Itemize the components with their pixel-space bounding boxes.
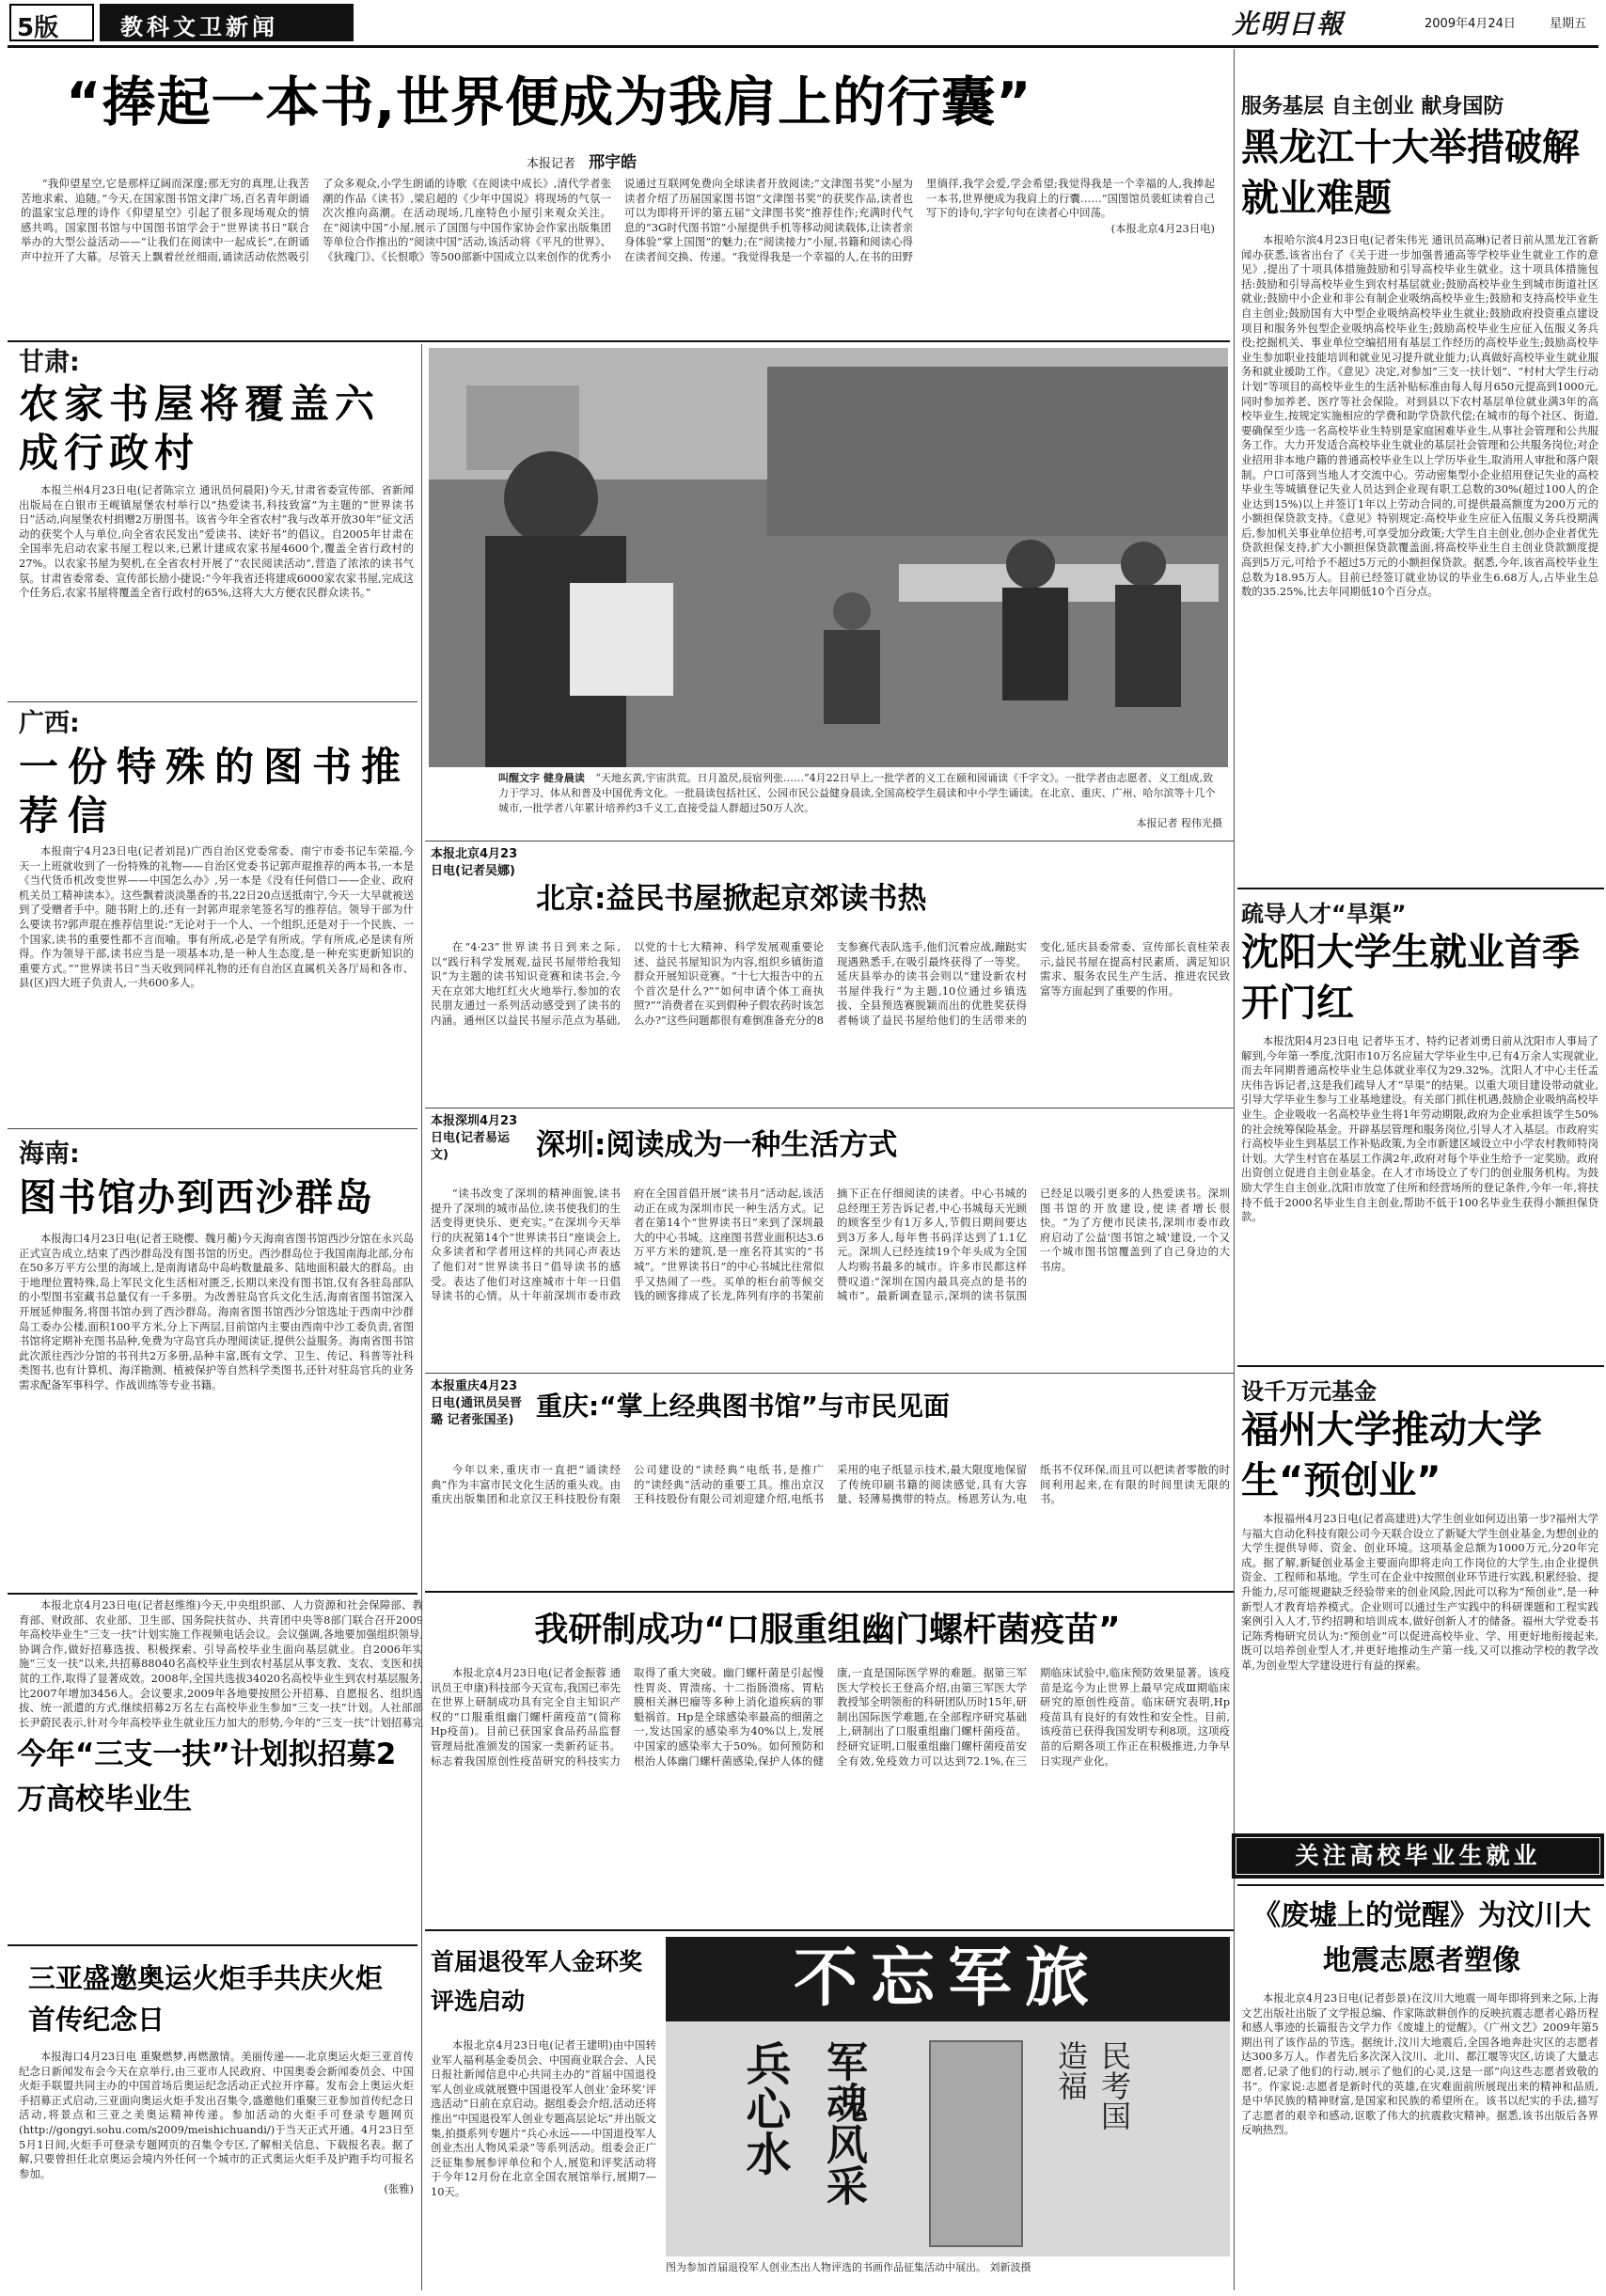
vaccine-headline: 我研制成功“口服重组幽门螺杆菌疫苗”: [534, 1611, 1121, 1649]
shenzhen-body: [431, 1187, 1230, 1365]
shenzhen-rule: [425, 1373, 1234, 1374]
veteran-body-text: 本报北京4月23日电(记者王建明)由中国转业军人福利基金委员会、中国商业联合会、人民日报社新闻信息中心共同主办的“首届中国退役军人创业成就展暨中国退役军人创业‘金环奖’评选活动”日前在京启动。据组委会介绍,活动还将推出“中国退役军人创业专题高层论坛”并出版文集,拍摄系列专题片“兵心永远——中国退役军人创业杰出人物风采录”等系列活动。组委会正广泛征集参展参评单位和个人,展览和评奖活动将于今年12月份在北京全国农展馆举行,展期7—10天。: [431, 2038, 656, 2198]
hainan-kicker: 海南:: [19, 1140, 80, 1169]
hainan-rule: [8, 1593, 417, 1595]
paper-name: 光明日報: [1232, 8, 1346, 39]
shenyang-headline: 沈阳大学生就业首季开门红: [1241, 931, 1580, 1025]
guangxi-headline: 一份特殊的图书推荐信: [19, 744, 411, 839]
fuzhou-kicker: 设千万元基金: [1241, 1378, 1377, 1403]
chongqing-body-text: 今年以来,重庆市一直把“诵读经典”作为丰富市民文化生活的重头戏。由重庆出版集团和北京汉王科技股份有限公司建设的“读经典”电纸书,是推广的“读经典”活动的重要工具。推出京汉王科技股份有限公司刘迎建介绍,电纸书采用的电子纸显示技术,最大限度地保留了传统印刷书籍的阅读感觉,具有大容量、轻薄易携带的特点。杨恩芳认为,电纸书不仅环保,而且可以把读者零散的时间利用起来,在有限的时间里读无限的书。: [431, 1463, 1230, 1506]
shenyang-rule: [1237, 1365, 1604, 1367]
sanzhiyifu-headline: 今年“三支一扶”计划拟招募2万高校毕业生: [17, 1738, 397, 1816]
vaccine-rule: [425, 1929, 1234, 1931]
main-photo-credit: 本报记者 程伟光摄: [1136, 817, 1222, 829]
gansu-headline: 农家书屋将覆盖六成行政村: [19, 381, 381, 476]
main-photo-caption-title: 叫醒文字 健身晨读: [498, 772, 585, 784]
hainan-headline: 图书馆办到西沙群岛: [19, 1176, 374, 1219]
masthead-rule: [8, 45, 1598, 48]
shenyang-body: [1241, 1034, 1598, 1360]
veteran-calligraphy-left2: 军魂风采: [819, 2040, 867, 2206]
right-col-divider: [1234, 49, 1235, 2290]
lead-bottom-rule: [8, 340, 1230, 342]
guangxi-body: [19, 844, 414, 1123]
beijing-body: [431, 940, 1230, 1100]
veteran-photo-banner: 不忘军旅: [666, 1937, 1230, 2021]
chongqing-rule: [425, 1591, 1234, 1593]
gansu-body: [19, 483, 414, 696]
lead-body-text: “我仰望星空,它是那样辽阔而深邃;那无穷的真理,让我苦苦地求索、追随。”今天,在国家图书馆文津广场,百名青年朗诵的温家宝总理的诗作《仰望星空》引起了很多现场观众的情感共鸣。国家图书馆与中国图书馆学会于“世界读书日”联合举办的大型公益活动——“让我们在阅读中一起成长”,在朗诵声中拉开了大幕。尽管天上飘着丝丝细雨,诵读活动依然吸引了众多观众,小学生朗诵的诗歌《在阅读中成长》,清代学者张潮的作品《读书》,梁启超的《少年中国说》将现场的气氛一次次推向高潮。在活动现场,几座特色小屋引来观众关注。在“阅读中国”小屋,展示了国图与中国作家协会作家出版集团等单位合作推出的“阅读中国”活动,该活动将《平凡的世界》、《狄瑰门》、《长恨歌》等500部新中国成立以来创作的优秀小说通过互联网免费向全球读者开放阅读;“文津图书奖”小屋为读者介绍了历届国家图书馆“文津图书奖”的获奖作品,读者也可以为即将开评的第五届“文津图书奖”推荐佳作;充满时代气息的“3G时代图书馆”小屋提供手机等移动阅读载体,让读者亲身体验“掌上国图”的魅力;在“阅读接力”小屋,书籍和阅读心得在读者间交换、传递。“我觉得我是一个幸福的人,在书的田野里徜徉,我学会爱,学会希望;我觉得我是一个幸福的人,我捧起一本书,世界便成为我肩上的行囊……”国图馆员裴虹读着自己写下的诗句,字字句句在读者心中回荡。: [21, 177, 1215, 263]
heilongjiang-kicker: 服务基层 自主创业 献身国防: [1241, 95, 1504, 118]
shenzhen-body-text: “读书改变了深圳的精神面貌,读书提升了深圳的城市品位,读书使我们的生活变得更快乐、更充实。”在深圳今天举行的庆祝第14个“世界读书日”座谈会上,众多读者和学者用这样的共同心声表达了他们对“世界读书日”倡导读书的感受。表达了他们对这座城市十年一日倡导读书的心情。从十年前深圳市委市政府在全国首倡开展“读书月”活动起,该活动正在成为深圳市民一种生活方式。记者在第14个“世界读书日”来到了深圳最大的中心书城。这座图书营业面积达3.6万平方米的建筑,是一座名符其实的“书城”。“世界读书日”的中心书城比往常似乎又热闹了一些。买单的柜台前等候交钱的顾客排成了长龙,阵列有序的书架前摘下正在仔细阅读的读者。中心书城的总经理王芳告诉记者,中心书城每天光顾的顾客至少有1万多人,节假日期间要达到3万多人,每年售书码洋达到了1.1亿元。深圳人已经连续19个年头成为全国人均购书最多的城市。许多市民都这样赞叹道:“深圳在国内最具亮点的是书的城市”。最新调查显示,深圳的读书氛围已经足以吸引更多的人热爱读书。深圳图书馆的开放建设,使读者增长很快。“为了方便市民读书,深圳市委市政府启动了公益'图书馆之城'建设,一个又一个城市图书馆覆盖到了自己身边的大书房。: [431, 1187, 1230, 1303]
beijing-body-text: 在“4·23”世界读书日到来之际,以“践行科学发展观,益民书屋带给我知识”为主题的读书知识竞赛和读书会,今天在京郊大地红红火火地举行,参加的农民朋友通过一系列活动感受到了读书的内涵。通州区以益民书屋示范点为基础,以党的十七大精神、科学发展观重要论述、益民书屋知识为内容,组织乡镇街道群众开展知识竞赛。“十七大报告中的五个首次是什么?”“如何申请个体工商执照?”“消费者在买到假种子假农药时该怎么办?”这些问题都很有难倒准备充分的8支参赛代表队选手,他们沉着应战,蹦跶实现遇熟悉手,在吸引最终获得了一等奖。延庆县举办的读书会则以“建设新农村 书屋伴我行”为主题,10位通过乡镇选拔、全县预选赛脱颖而出的优胜奖获得者畅谈了益民书屋给他们的生活带来的变化,延庆县委常委、宣传部长袁桂荣表示,益民书屋在提高村民素质、满足知识需求、服务农民生产生活、推进农民致富等方面起到了重要的作用。: [431, 940, 1230, 1027]
veteran-calligraphy-right: 民考国 造福: [1053, 2040, 1132, 2131]
issue-weekday: 星期五: [1550, 17, 1587, 31]
gansu-rule: [8, 701, 417, 702]
guangxi-kicker: 广西:: [19, 709, 80, 738]
section-tag: [100, 4, 354, 41]
jobs-banner-label: 关注高校毕业生就业: [1236, 1837, 1600, 1875]
lead-dateline: (本报北京4月23日电): [1110, 221, 1215, 235]
shenyang-body-text: 本报沈阳4月23日电 记者毕玉才、特约记者刘勇日前从沈阳市人事局了解到,今年第一季度,沈阳市10万名应届大学毕业生中,已有4万余人实现就业,而去年同期普通高校毕业生总体就业率仅为29.32%。沈阳人才中心主任孟庆伟告诉记者,这是我们疏导人才“旱渠”的结果。以重大项目建设带动就业,引导大学毕业生参与工业基地建设。有关部门抓住机遇,鼓励企业吸纳高校毕业生。企业吸收一名高校毕业生将1年劳动期限,政府为企业承担该学生50%的社会统筹保险基金。开辟基层管理和服务岗位,引导人才入基层。市政府实行高校毕业生到基层工作补贴政策,为全市新建区域设立中小学农村教师特岗计划。大学生村官在基层工作满2年,政府对每个毕业生给予一定奖励。政府出资创立促进自主创业基金。在人才市场设立了专门的创业服务机构。为鼓励大学生自主创业,沈阳市放宽了住所和经营场所的登记条件,今年一年,将扶持不低于2000名毕业生自主创业,帮助不低于100名毕业生获得小额担保贷款。: [1241, 1034, 1598, 1224]
lead-byline-prefix: 本报记者: [527, 157, 576, 171]
chongqing-dateline: 本报重庆4月23日电(通讯员吴晋璐 记者张国圣): [431, 1379, 522, 1427]
shenzhen-headline: 深圳:阅读成为一种生活方式: [536, 1128, 898, 1162]
gansu-body-text: 本报兰州4月23日电(记者陈宗立 通讯员何晨阳)今天,甘肃省委宣传部、省新闻出版局在白银市王岘镇屋堡农村举行以“热爱读书,科技致富”为主题的“世界读书日”活动,向屋堡农村捐赠2万册图书。该省今年全省农村“我与改革开放30年”征文活动的获奖个人与单位,向全省农民发出“爱读书、读好书”的倡议。自2005年甘肃在全国率先启动农家书屋工程以来,已累计建成农家书屋4600个,覆盖全省行政村的27%。以农家书屋为契机,在全省农村开展了“农民阅读活动”,营造了浓浓的读书气氛。甘肃省委常委、宣传部长励小捷说:“今年我省还将建成6000家农家书屋,完成这个任务后,农家书屋将覆盖全省行政村的65%,这将大大方便农民群众读书。”: [19, 483, 414, 600]
hainan-body-text: 本报海口4月23日电(记者王晓樱、魏月蘅)今天海南省图书馆西沙分馆在永兴岛正式宣告成立,结束了西沙群岛没有图书馆的历史。西沙群岛位于我国南海北部,分布在50多万平方公里的海域上,是南海诸岛中岛屿数量最多、陆地面积最大的群岛。由于地理位置特殊,岛上军民文化生活相对匮乏,长期以来没有图书馆,仅有各驻岛部队的小型图书室藏书总量仅有一千多册。为改善驻岛官兵文化生活,海南省图书馆深入开展延伸服务,将图书馆办到了西沙群岛。海南省图书馆西沙分馆选址于西南中沙群岛工委办公楼,面积100平方米,分上下两层,目前馆内主要由西南中沙工委负责,省图书馆将定期补充图书品种,免费为守岛官兵办理阅读证,提供公益服务。海南省图书馆此次派往西沙分馆的书刊共2万多册,品种丰富,既有文学、卫生、传记、科普等社科类图书,也有计算机、海洋勘测、植被保护等自然科学类图书,还针对驻岛官兵的业务需求配备军事科学、作战训练等专业书籍。: [19, 1232, 414, 1392]
ruins-headline: 《废墟上的觉醒》为汶川大地震志愿者塑像: [1252, 1899, 1591, 1977]
page-number-box: [9, 4, 94, 41]
beijing-rule: [425, 1108, 1234, 1109]
veteran-calligraphy-left: 兵心水: [738, 2040, 791, 2176]
heilongjiang-body-text: 本报哈尔滨4月23日电(记者朱伟光 通讯员高琳)记者日前从黑龙江省新闻办获悉,该省出台了《关于进一步加强普通高等学校毕业生就业工作的意见》,提出了十项具体措施鼓励和引导高校毕业生就业。这十项具体措施包括:鼓励和引导高校毕业生到农村基层就业;鼓励高校毕业生到城市街道社区就业;鼓励中小企业和非公有制企业吸纳高校毕业生;鼓励和支持高校毕业生自主创业;鼓励国有大中型企业吸纳高校毕业生就业;鼓励政府投资重点建设项目和服务外包型企业吸纳高校毕业生;鼓励高校毕业生应征入伍服义务兵役;挖掘机关、事业单位空编招用有基层工作经历的高校毕业生;鼓励高校毕业生参加职业技能培训和就业见习提升就业能力;认真做好高校毕业生就业服务和就业援助工作。《意见》决定,对参加“三支一扶计划”、“村村大学生行动计划”等项目的高校毕业生的生活补贴标准由每人每月650元提高到1000元,同时参加养老、医疗等社会保险。对到县以下农村基层单位就业满3年的高校毕业生,按规定实施相应的学费和助学贷款代偿;在城市的每个社区、街道,要确保至少选一名高校毕业生特别是家庭困难毕业生,从事社会管理和公共服务工作。大力开发适合高校毕业生就业的基层社会管理和公共服务岗位;对企业招用非本地户籍的普通高校毕业生以上学历毕业生,取消用人审批和落户限制。户口可落到当地人才交流中心。劳动密集型小企业招用登记失业的高校毕业生等城镇登记失业人员达到企业现有职工总数的30%(超过100人的企业达到15%)以上并签订1年以上劳动合同的,可提供最高额度为200万元的小额担保贷款支持。《意见》特别规定:高校毕业生应征入伍服义务兵役期满后,参加机关事业单位招考,可享受加分政策;大学生自主创业,创办企业者优先贷款担保支持,扩大小额担保贷款覆盖面,将高校毕业生自主创业贷款额度提高到5万元,可给予不超过5万元的小额担保贷款。据悉,今年,该省高校毕业生总数为18.95万人。目前已经签订就业协议的毕业生6.68万人,占毕业生总数的35.25%,比去年同期低10个百分点。: [1241, 233, 1598, 599]
torch-body-text: 本报海口4月23日电 重聚燃梦,再燃激情。美丽传递——北京奥运火炬三亚首传纪念日新闻发布会今天在京举行,由三亚市人民政府、中国奥委会新闻委员会、中国火炬手联盟共同主办的中国首场后奥运纪念活动正式拉开序幕。发布会上奥运火炬手招募正式启动,三亚面向奥运火炬手发出召集令,盛邀他们重聚三亚参加首传纪念日活动,将景点和三亚之美奥运精神传递。参加活动的火炬手可登录专题网页(http://gongyi.sohu.com/s2009/meishichuandi/)于当天正式开通。4月23日至5月1日间,火炬手可登录专题网页的召集令专区,了解相关信息、下载报名表。据了解,只要曾担任北京奥运会境内外任何一个城市的正式奥运火炬手及护跑手均可报名参加。: [19, 2050, 414, 2180]
main-photo-caption-text: “天地玄黄,宇宙洪荒。日月盈昃,辰宿列张……”4月22日早上,一批学者的义工在颐和园诵读《千字文》。一批学者由志愿者、义工组成,致力于学习、体从和普及中国优秀文化。一批晨读包括社区、公园市民公益健身晨读,全国高校学生晨读和中小学生诵读。在北京、重庆、广州、哈尔滨等十几个城市,一批学者八年累计培养约3千义工,直接受益人群超过50万人次。: [498, 772, 1216, 814]
fuzhou-headline: 福州大学推动大学生“预创业”: [1241, 1408, 1542, 1502]
fuzhou-body: [1241, 1512, 1598, 1828]
lead-byline: [527, 149, 846, 171]
chongqing-headline: 重庆:“掌上经典图书馆”与市民见面: [536, 1391, 951, 1422]
veteran-headline: 首届退役军人金环奖评选启动: [431, 1948, 643, 2015]
jobs-banner: [1232, 1833, 1604, 1879]
page-number: 5版: [17, 14, 59, 41]
beijing-headline: 北京:益民书屋掀起京郊读书热: [536, 882, 927, 916]
main-photo: [429, 348, 1228, 767]
lead-body: [21, 177, 1215, 335]
lead-headline: “捧起一本书,世界便成为我肩上的行囊”: [66, 71, 1032, 134]
veteran-photo-caption: 图为参加首届退役军人创业杰出人物评选的书画作品征集活动中展出。 刘新波摄: [666, 2261, 1031, 2273]
heilongjiang-rule: [1237, 888, 1604, 889]
lead-byline-name: 邢宇皓: [589, 153, 638, 171]
main-photo-illustration: [429, 348, 1228, 767]
guangxi-body-text: 本报南宁4月23日电(记者刘昆)广西自治区党委常委、南宁市委书记车荣福,今天一上班就收到了一份特殊的礼物——自治区党委书记郭声琨推荐的两本书,一本是《当代货币机改变世界——中国怎么办》,另一本是《没有任何借口——企业、政府机关员工精神读本》。这些飘着淡淡墨香的书,22日20点送抵南宁,今天一大早就被送到了受赠者手中。随书附上的,还有一封郭声琨亲笔签名写的推荐信。领导干部为什么要读书?郭声琨在推荐信里说:“无论对于一个人、一个组织,还是对于一个民族、一个国家,读书的重要性都不言而喻。事有所成,必是学有所成。学有所成,必是读有所得。作为领导干部,读书应当是一项基本功,是一种人生态度,是一种充实更新知识的重要方式。”“世界读书日”当天收到同样礼物的还有自治区直属机关各厅局和各市、县(区)四大班子负责人,一共600多人。: [19, 844, 414, 990]
veteran-photo: [666, 1937, 1230, 2257]
vaccine-body: [431, 1666, 1230, 1920]
sanzhiyifu-body-text: 本报北京4月23日电(记者赵维维)今天,中央组织部、人力资源和社会保障部、教育部、财政部、农业部、卫生部、国务院扶贫办、共青团中央等8部门联合召开2009年高校毕业生“三支一扶”计划实施工作视频电话会议。会议强调,各地要加强组织领导,协调合作,做好招募选拔、积极探索、引导高校毕业生面向基层就业。自2006年实施“三支一扶”以来,共招募88040名高校毕业生到农村基层从事支教、支农、支医和扶贫的工作,取得了显著成效。2008年,全国共选拔34020名高校毕业生到农村基层服务,比2007年增加3456人。会议要求,2009年各地要按照公开招募、自愿报名、组织选拔、统一派遣的方式,继续招募2万名左右高校毕业生参加“三支一扶”计划。人社部部长尹蔚民表示,针对今年高校毕业生就业压力加大的形势,今年的“三支一扶”计划招募完: [19, 1598, 423, 1728]
issue-date: 2009年4月24日: [1425, 17, 1516, 31]
torch-headline: 三亚盛邀奥运火炬手共庆火炬首传纪念日: [28, 1962, 384, 2036]
main-photo-caption: [498, 771, 1222, 837]
vaccine-body-text: 本报北京4月23日电(记者金振蓉 通讯员王申康)科技部今天宣布,我国已率先在世界上研制成功具有完全自主知识产权的“口服重组幽门螺杆菌疫苗”(简称Hp疫苗)。目前已获国家食品药品监督管理局批准颁发的国家一类新药证书。标志着我国原创性疫苗研究的科技实力取得了重大突破。幽门螺杆菌是引起慢性胃炎、胃溃疡、十二指肠溃疡、胃粘膜相关淋巴瘤等多种上消化道疾病的罪魁祸首。Hp是全球感染率最高的细菌之一,发达国家的感染率为40%以上,发展中国家的感染率大于50%。如何预防和根治人体幽门螺杆菌感染,保护人体的健康,一直是国际医学界的难题。据第三军医大学校长王登高介绍,由第三军医大学教授邹全明领衔的科研团队历时15年,研制出国际医学难题,在全部程序研究基础上,研制出了口服重组幽门螺杆菌疫苗。经研究证明,口服重组幽门螺杆菌疫苗安全有效,免疫效力可以达到72.1%,在三期临床试验中,临床预防效果显著。该疫苗是迄今为止世界上最早完成Ⅲ期临床研究的原创性疫苗。临床研究表明,Hp疫苗具有良好的有效性和安全性。目前,该疫苗已获得我国发明专利8项。这项疫苗的后期各项工作正在积极推进,力争早日实现产业化。: [431, 1666, 1230, 1768]
heilongjiang-headline: 黑龙江十大举措破解就业难题: [1241, 126, 1580, 220]
fuzhou-rule: [1237, 1884, 1604, 1886]
sanzhiyifu-body-top: [19, 1598, 423, 1728]
veteran-body: [431, 2038, 656, 2288]
ruins-body: [1241, 1991, 1598, 2288]
left-col-divider: [421, 344, 422, 2290]
section-name: 教科文卫新闻: [120, 14, 278, 40]
shenyang-kicker: 疏导人才“旱渠”: [1241, 901, 1407, 925]
hainan-body: [19, 1232, 414, 1585]
torch-body: [19, 2050, 414, 2285]
chongqing-body: [431, 1463, 1230, 1581]
guangxi-rule: [8, 1128, 417, 1129]
shenzhen-dateline: 本报深圳4月23日电(记者易运文): [431, 1114, 518, 1162]
beijing-dateline: 本报北京4月23日电(记者吴娜): [431, 847, 518, 878]
ruins-body-text: 本报北京4月23日电(记者彭景)在汶川大地震一周年即将到来之际,上海文艺出版社出版了文学报总编、作家陈歆耕创作的反映抗震志愿者心路历程和感人事迹的长篇报告文学力作《废墟上的觉醒》。《广州文艺》2009年第5期出刊了该作品的节选。据统计,汶川大地震后,全国各地奔赴灾区的志愿者达300多万人。作者先后多次深入汶川、北川、都江堰等灾区,访谈了大量志愿者,记录了他们的行动,展示了他们的心灵,这是一部“向这些志愿者致敬的书”。作家说:志愿者是新时代的英雄,在灾难面前所展现出来的精神和品质,是中华民族的精神财富,是国家和民族的希望所在。该书以纪实的手法,描写了志愿者的艰辛和感动,讴歌了伟大的抗震救灾精神。据悉,该书出版后各界反响热烈。: [1241, 1991, 1598, 2137]
gansu-kicker: 甘肃:: [19, 348, 80, 377]
heilongjiang-body: [1241, 233, 1598, 880]
fuzhou-body-text: 本报福州4月23日电(记者高建进)大学生创业如何迈出第一步?福州大学与福大自动化科技有限公司今天联合设立了新疑大学生创业基金,为想创业的大学生提供导师、资金、创业环境。这项基金总额为1000万元,分20年完成。据了解,新疑创业基金主要面向即将走向工作岗位的大学生,由企业提供资金、工程师和基地。学生可在企业中按照创业环节进行实践,积累经验、提升能力,尽可能规避缺乏经验带来的创业风险,因此可以称为“预创业”,是一种新型人才教育培养模式。企业则可以通过生产实践中的科研课题和工程实践案例引入人才,节约招聘和培训成本,做好创新人才的储备。福州大学党委书记陈秀梅研究员认为:“预创业”可以促进高校毕业、学、用更好地衔接起来,既可以培养创业型人才,并更好地推动生产第一线,又可以推动学校的教学改革,为创业型大学建设进行有益的探索。: [1241, 1512, 1598, 1672]
sanzhiyifu-rule: [8, 1944, 417, 1946]
veteran-photo-frame: [929, 2040, 1023, 2247]
torch-credit: (张雅): [384, 2182, 414, 2196]
